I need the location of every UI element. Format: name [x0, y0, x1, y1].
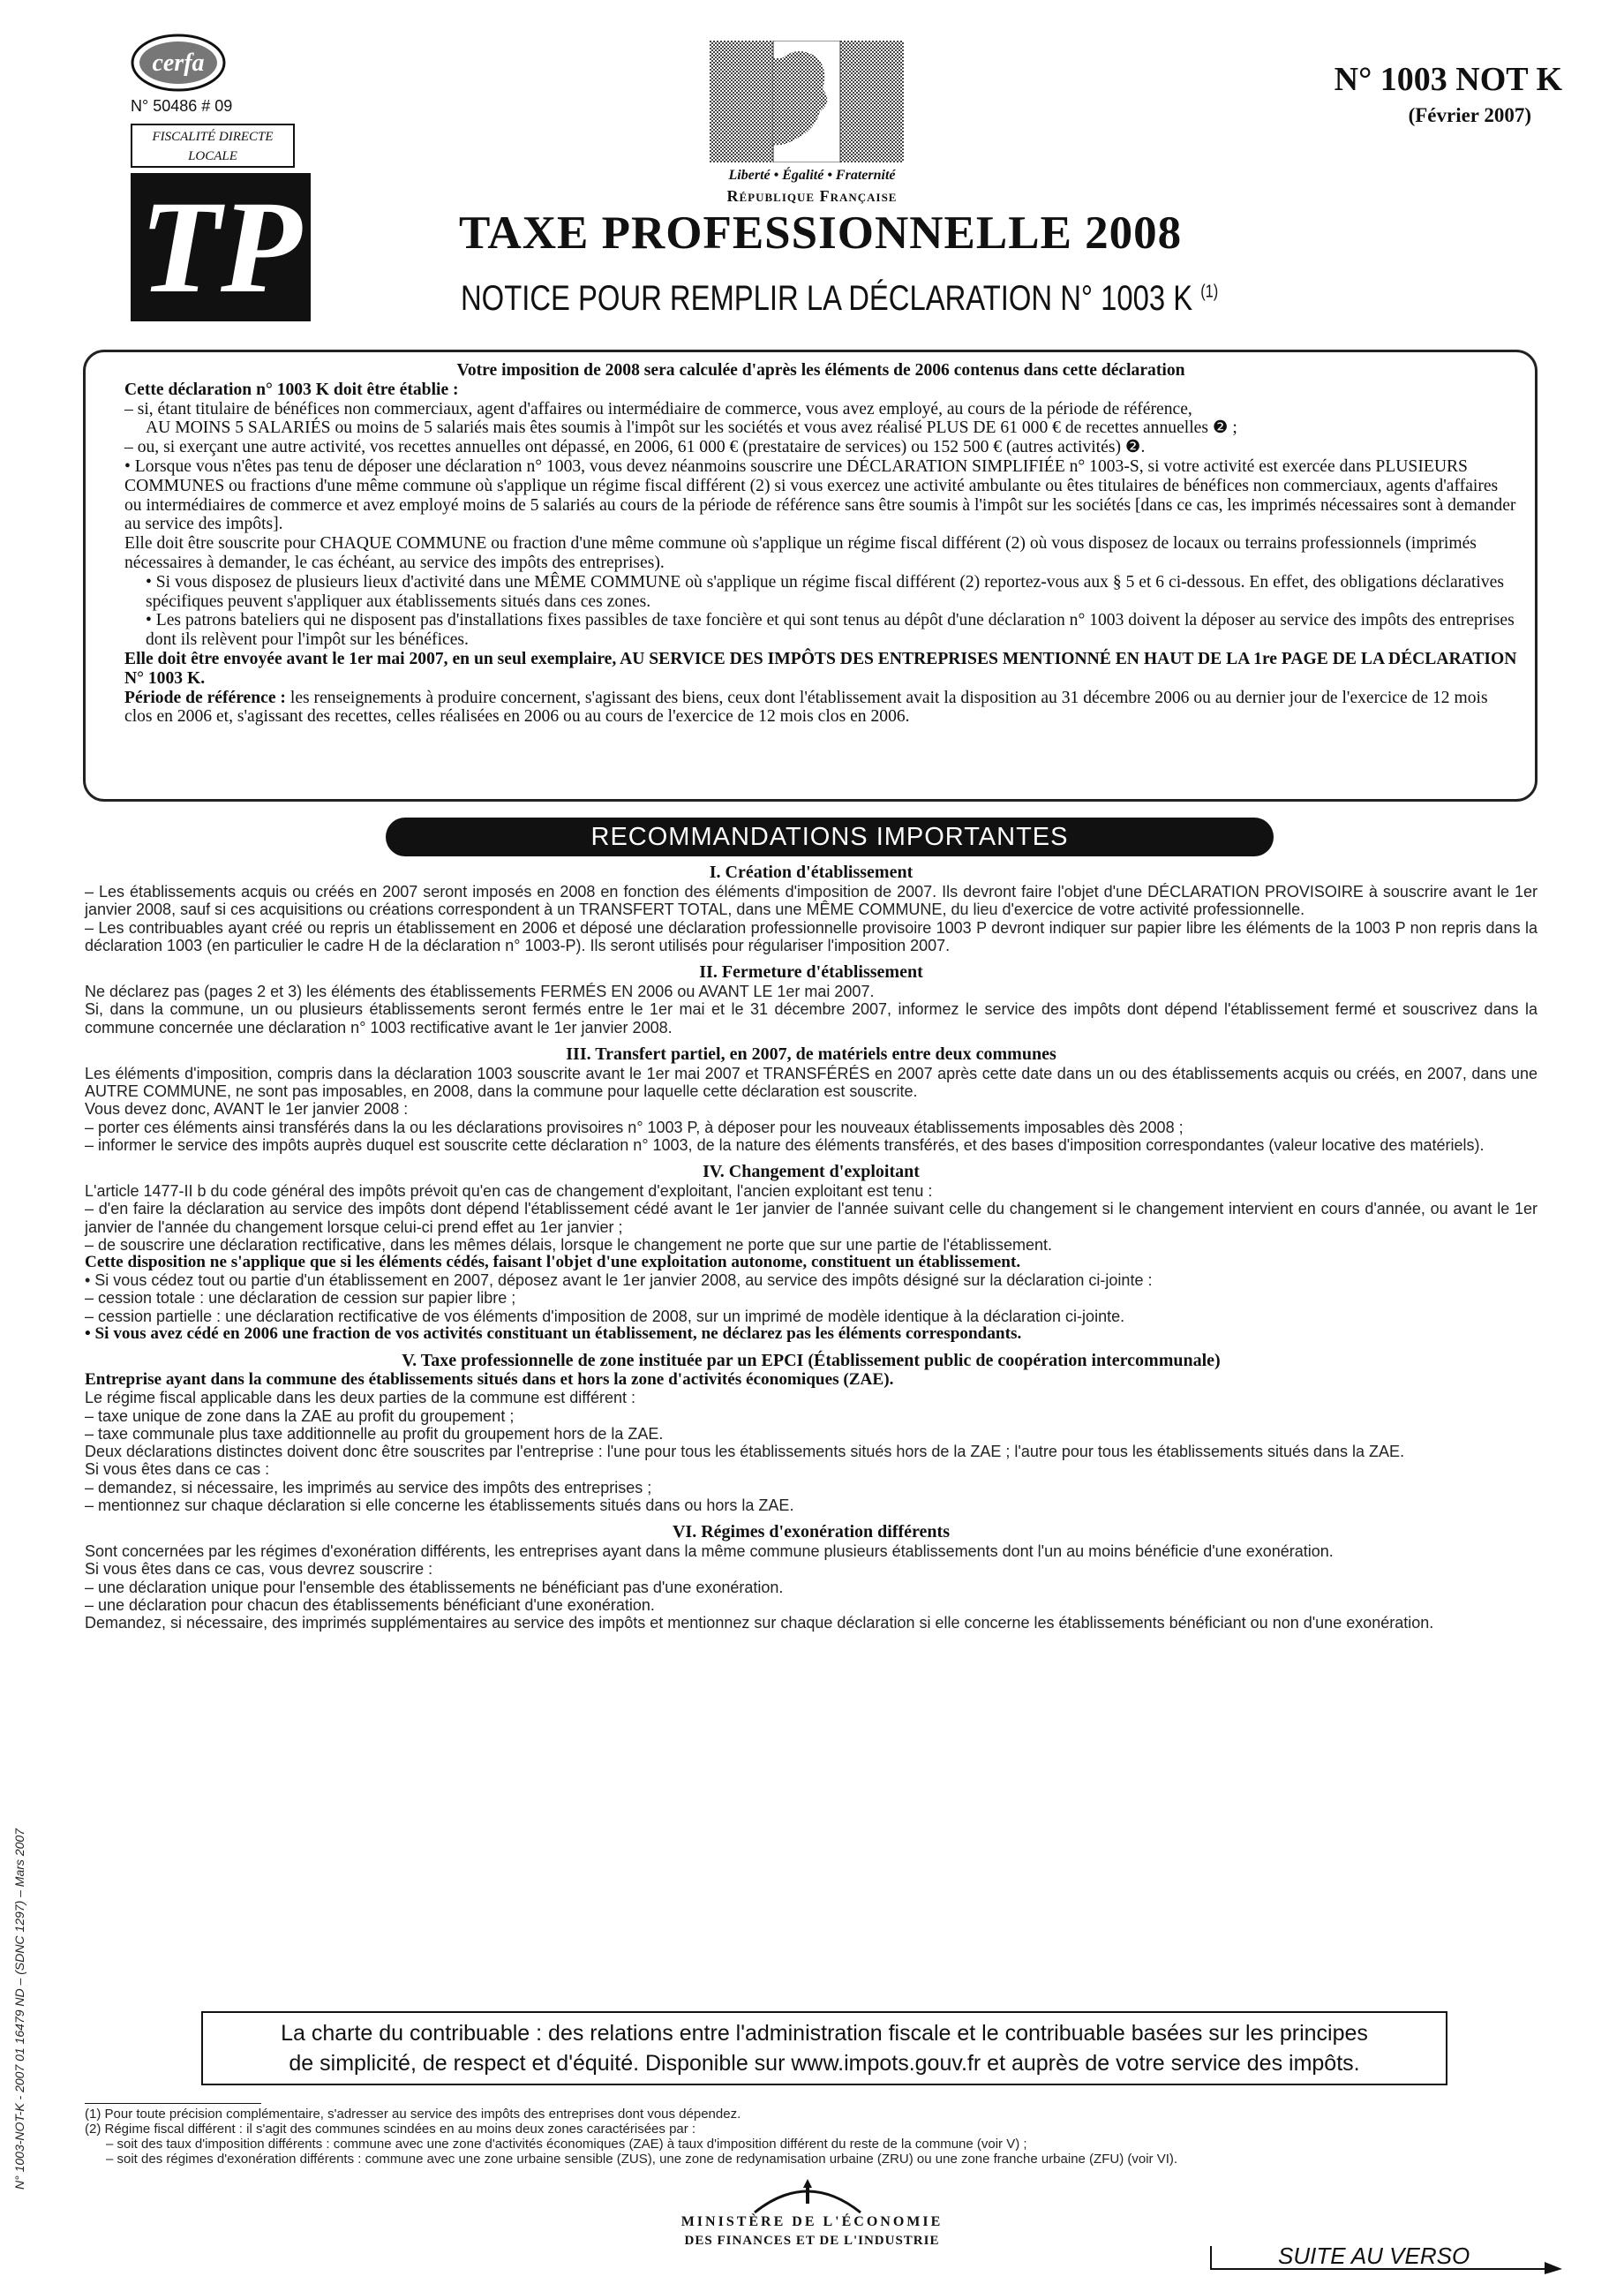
ministere-line2: DES FINANCES ET DE L'INDUSTRIE [684, 2234, 940, 2248]
page-title: TAXE PROFESSIONNELLE 2008 [459, 207, 1183, 259]
section-title: V. Taxe professionnelle de zone instituée par un EPCI (Établissement public de coopération intercommunale) [402, 1351, 1221, 1371]
info-bullet-1b: AU MOINS 5 SALARIÉS ou moins de 5 salariés mais êtes soumis à l'impôt sur les sociétés et vous avez réalisé PLUS DE 61 000 € de recettes annuelles ❷ ; [146, 418, 1237, 438]
paragraph: • Si vous avez cédé en 2006 une fraction de vos activités constituant un établissement, ne déclarez pas les éléments correspondants. [85, 1323, 1022, 1343]
paragraph: – porter ces éléments ainsi transférés dans la ou les déclarations provisoires n° 1003 P, à déposer pour les nouveaux établissements imposables dès 2008 ; [85, 1118, 1184, 1136]
suite-text: SUITE AU VERSO [1278, 2243, 1470, 2269]
paragraph: – taxe unique de zone dans la ZAE au profit du groupement ; [85, 1406, 515, 1425]
paragraph: – demandez, si nécessaire, les imprimés au service des impôts des entreprises ; [85, 1478, 652, 1496]
section-title: I. Création d'établissement [709, 863, 914, 882]
info-etablie: Cette déclaration n° 1003 K doit être établie : [124, 380, 459, 399]
form-number: N° 1003 NOT K [1334, 61, 1562, 98]
paragraph: – Les établissements acquis ou créés en 2007 seront imposés en 2008 en fonction des éléments d'imposition de 2007. Ils devront faire l'objet d'une DÉCLARATION PROVISOIRE à souscrire avant le 1er janvier 2008, sauf si ces acquisitions ou créations correspondent à un TRANSFERT TOTAL, dans une MÊME COMMUNE, du lieu d'exercice de votre activité professionnelle. [85, 883, 1538, 919]
footnotes [85, 2107, 1462, 2167]
marianne-logo-icon [710, 41, 904, 162]
info-envoyee: Elle doit être envoyée avant le 1er mai 2007, en un seul exemplaire, AU SERVICE DES IMPÔTS DES ENTREPRISES MENTIONNÉ EN HAUT DE LA 1re PAGE DE LA DÉCLARATION N° 1003 K. [124, 649, 1517, 688]
charte-line2: de simplicité, de respect et d'équité. Disponible sur www.impots.gouv.fr et auprès de votre service des impôts. [289, 2051, 1360, 2076]
subtitle-text: NOTICE POUR REMPLIR LA DÉCLARATION N° 1003 K [461, 279, 1193, 318]
fiscalite-line2: LOCALE [188, 149, 237, 163]
info-periode [124, 689, 1517, 727]
page-subtitle [461, 279, 1218, 319]
cerfa-logo-text: cerfa [152, 49, 205, 77]
info-periode-text: les renseignements à produire concernent, s'agissant des biens, ceux dont l'établissement avait la disposition au 31 décembre 2006 ou au dernier jour de l'exercice de 12 mois clos en 2006 et, s'agissant des recettes, celles réalisées en 2006 ou au cours de l'exercice de 12 mois clos en 2006. [124, 688, 1488, 727]
paragraph: Les éléments d'imposition, compris dans la déclaration 1003 souscrite avant le 1er mai 2007 et TRANSFÉRÉS en 2007 après cette date dans un ou des établissements acquis ou créés, en 2007, dans une AUTRE COMMUNE, ne sont pas imposables, en 2008, dans la commune pour laquelle cette déclaration est souscrite. [85, 1065, 1538, 1101]
subtitle-note: (1) [1200, 282, 1219, 302]
info-bullet-3: • Lorsque vous n'êtes pas tenu de déposer une déclaration n° 1003, vous devez néanmoins souscrire une DÉCLARATION SIMPLIFIÉE n° 1003-S, si votre activité est exercée dans PLUSIEURS COMMUNES ou fractions d'une même commune où s'applique un régime fiscal différent (2) si vous exercez une activité ambulante ou êtes titulaires de bénéfices non commerciaux, agents d'affaires ou intermédiaires de commerce et avez employé moins de 5 salariés au cours de la période de référence sans être soumis à l'impôt sur les sociétés [dans ce cas, les imprimés nécessaires sont à demander au service des impôts]. [124, 456, 1516, 534]
paragraph: • Si vous cédez tout ou partie d'un établissement en 2007, déposez avant le 1er janvier 2008, au service des impôts désigné sur la déclaration ci-jointe : [85, 1271, 1153, 1290]
info-bullet-5: • Les patrons bateliers qui ne disposent pas d'installations fixes passibles de taxe foncière et qui sont tenus au dépôt d'une déclaration n° 1003 doivent la déposer au service des impôts des entreprises dont ils relèvent pour l'impôt sur les bénéfices. [146, 611, 1515, 650]
paragraph: Sont concernées par les régimes d'exonération différents, les entreprises ayant dans la même commune plusieurs établissements dont l'un au moins bénéficie d'une exonération. [85, 1542, 1334, 1561]
paragraph: – une déclaration pour chacun des établissements bénéficiant d'une exonération. [85, 1595, 655, 1614]
ministere-logo-icon [750, 2179, 865, 2214]
paragraph: Demandez, si nécessaire, des imprimés supplémentaires au service des impôts et mentionnez sur chaque déclaration si elle concerne les établissements bénéficiant ou non d'une exonération. [85, 1613, 1434, 1632]
paragraph: Si, dans la commune, un ou plusieurs établissements seront fermés entre le 1er mai et le 31 décembre 2007, informez le service des impôts dont dépend l'établissement fermé et souscrivez dans la commune concernée une déclaration n° 1003 rectificative avant le 1er janvier 2008. [85, 1000, 1538, 1036]
info-bullet-1: – si, étant titulaire de bénéfices non commerciaux, agent d'affaires ou intermédiaire de commerce, vous avez employé, au cours de la période de référence, [124, 399, 1192, 418]
section-title: III. Transfert partiel, en 2007, de matériels entre deux communes [566, 1044, 1056, 1064]
section-exoneration [85, 1523, 1538, 1632]
form-date: (Février 2007) [1408, 104, 1531, 126]
tp-block: TP [131, 173, 311, 321]
paragraph: – de souscrire une déclaration rectificative, dans les mêmes délais, lorsque le changement ne porte que sur une partie de l'établissement. [85, 1235, 1053, 1254]
recommandations-banner: RECOMMANDATIONS IMPORTANTES [386, 818, 1274, 856]
paragraph: Vous devez donc, AVANT le 1er janvier 2008 : [85, 1100, 409, 1119]
cerfa-logo [131, 34, 226, 92]
footnote-2: (2) Régime fiscal différent : il s'agit des communes scindées en au moins deux zones caractérisées par : [85, 2122, 696, 2137]
paragraph: Si vous êtes dans ce cas, vous devrez souscrire : [85, 1560, 433, 1579]
info-intro: Votre imposition de 2008 sera calculée d'après les éléments de 2006 contenus dans cette déclaration [456, 361, 1185, 380]
cerfa-number: N° 50486 # 09 [131, 97, 233, 115]
section-fermeture [85, 963, 1538, 1036]
paragraph: – une déclaration unique pour l'ensemble des établissements ne bénéficiant pas d'une exonération. [85, 1578, 784, 1596]
charte-box [201, 2011, 1447, 2085]
info-chaque-commune: Elle doit être souscrite pour CHAQUE COMMUNE ou fraction d'une même commune où s'applique un régime fiscal différent (2) où vous disposez de locaux ou terrains professionnels (imprimés nécessaires à demander, le cas échéant, au service des impôts des entreprises). [124, 534, 1477, 572]
footnote-2a: – soit des taux d'imposition différents : commune avec une zone d'activités économiques (ZAE) à taux d'imposition différent du reste de la commune (voir V) ; [106, 2137, 1027, 2152]
section-transfert [85, 1045, 1538, 1154]
fiscalite-box [131, 124, 295, 168]
section-title: IV. Changement d'exploitant [703, 1162, 920, 1182]
paragraph: Deux déclarations distinctes doivent donc être souscrites par l'entreprise : l'une pour tous les établissements situés hors de la ZAE ; l'autre pour tous les établissements situés dans la ZAE. [85, 1443, 1405, 1461]
fiscalite-line1: FISCALITÉ DIRECTE [152, 130, 274, 144]
ministere-line1: MINISTÈRE DE L'ÉCONOMIE [680, 2214, 944, 2229]
recommandations-body [85, 860, 1538, 1640]
section-title: VI. Régimes d'exonération différents [672, 1521, 951, 1542]
paragraph: – informer le service des impôts auprès duquel est souscrite cette déclaration n° 1003, de la nature des éléments transférés, et des bases d'imposition correspondantes (valeur locative des matériels). [85, 1135, 1485, 1154]
republique-francaise: République Française [726, 187, 898, 205]
liberte-motto: Liberté • Égalité • Fraternité [728, 168, 896, 183]
info-box [83, 350, 1538, 802]
section-creation [85, 863, 1538, 954]
paragraph: Ne déclarez pas (pages 2 et 3) les éléments des établissements FERMÉS EN 2006 ou AVANT LE 1er mai 2007. [85, 983, 875, 1001]
footnote-1: (1) Pour toute précision complémentaire, s'adresser au service des impôts des entreprises dont vous dépendez. [85, 2107, 741, 2122]
side-reference: N° 1003-NOT-K - 2007 01 16479 ND – (SDNC 1297) – Mars 2007 [12, 1828, 26, 2190]
paragraph: – cession totale : une déclaration de cession sur papier libre ; [85, 1289, 516, 1308]
paragraph: – mentionnez sur chaque déclaration si elle concerne les établissements situés dans ou hors la ZAE. [85, 1496, 794, 1514]
paragraph: Le régime fiscal applicable dans les deux parties de la commune est différent : [85, 1389, 636, 1407]
suite-au-verso [1209, 2243, 1571, 2269]
paragraph: Entreprise ayant dans la commune des établissements situés dans et hors la zone d'activités économiques (ZAE). [85, 1370, 894, 1390]
paragraph: Cette disposition ne s'applique que si les éléments cédés, faisant l'objet d'une exploitation autonome, constituent un établissement. [85, 1253, 1021, 1272]
section-title: II. Fermeture d'établissement [699, 962, 923, 983]
section-epci [85, 1352, 1538, 1514]
paragraph: – taxe communale plus taxe additionnelle au profit du groupement hors de la ZAE. [85, 1424, 664, 1443]
info-bullet-4: • Si vous disposez de plusieurs lieux d'activité dans une MÊME COMMUNE où s'applique un régime fiscal différent (2) reportez-vous aux § 5 et 6 ci-dessous. En effet, des obligations déclaratives spécifiques peuvent s'appliquer aux établissements situés dans ces zones. [146, 572, 1504, 611]
paragraph: – d'en faire la déclaration au service des impôts dont dépend l'établissement cédé avant le 1er janvier de l'année suivant celle du changement si le changement intervient en cours d'année, ou avant le 1er janvier de l'année du changement lorsque celui-ci prend effet au 1er janvier ; [85, 1200, 1538, 1236]
paragraph: Si vous êtes dans ce cas : [85, 1460, 270, 1479]
footnote-divider [85, 2103, 261, 2104]
footnote-2b: – soit des régimes d'exonération différents : commune avec une zone urbaine sensible (ZUS), une zone de redynamisation urbaine (ZRU) ou une zone franche urbaine (ZFU) (voir VI). [106, 2152, 1178, 2167]
paragraph: – Les contribuables ayant créé ou repris un établissement en 2006 et déposé une déclaration professionnelle provisoire 1003 P devront indiquer sur papier libre les éléments de la 1003 P non repris dans la déclaration 1003 (en particulier le cadre H de la déclaration n° 1003-P). Ils seront utilisés pour régulariser l'imposition 2007. [85, 918, 1538, 954]
charte-line1: La charte du contribuable : des relations entre l'administration fiscale et le contribuable basées sur les principes [281, 2021, 1368, 2046]
info-periode-label: Période de référence : [124, 688, 286, 707]
paragraph: L'article 1477-II b du code général des impôts prévoit qu'en cas de changement d'exploitant, l'ancien exploitant est tenu : [85, 1182, 933, 1201]
section-changement [85, 1163, 1538, 1343]
info-bullet-2: – ou, si exerçant une autre activité, vos recettes annuelles ont dépassé, en 2006, 61 000 € (prestataire de services) ou 152 500 € (autres activités) ❷. [124, 438, 1146, 457]
paragraph: – cession partielle : une déclaration rectificative de vos éléments d'imposition de 2008, sur un imprimé de modèle identique à la déclaration ci-jointe. [85, 1307, 1125, 1325]
